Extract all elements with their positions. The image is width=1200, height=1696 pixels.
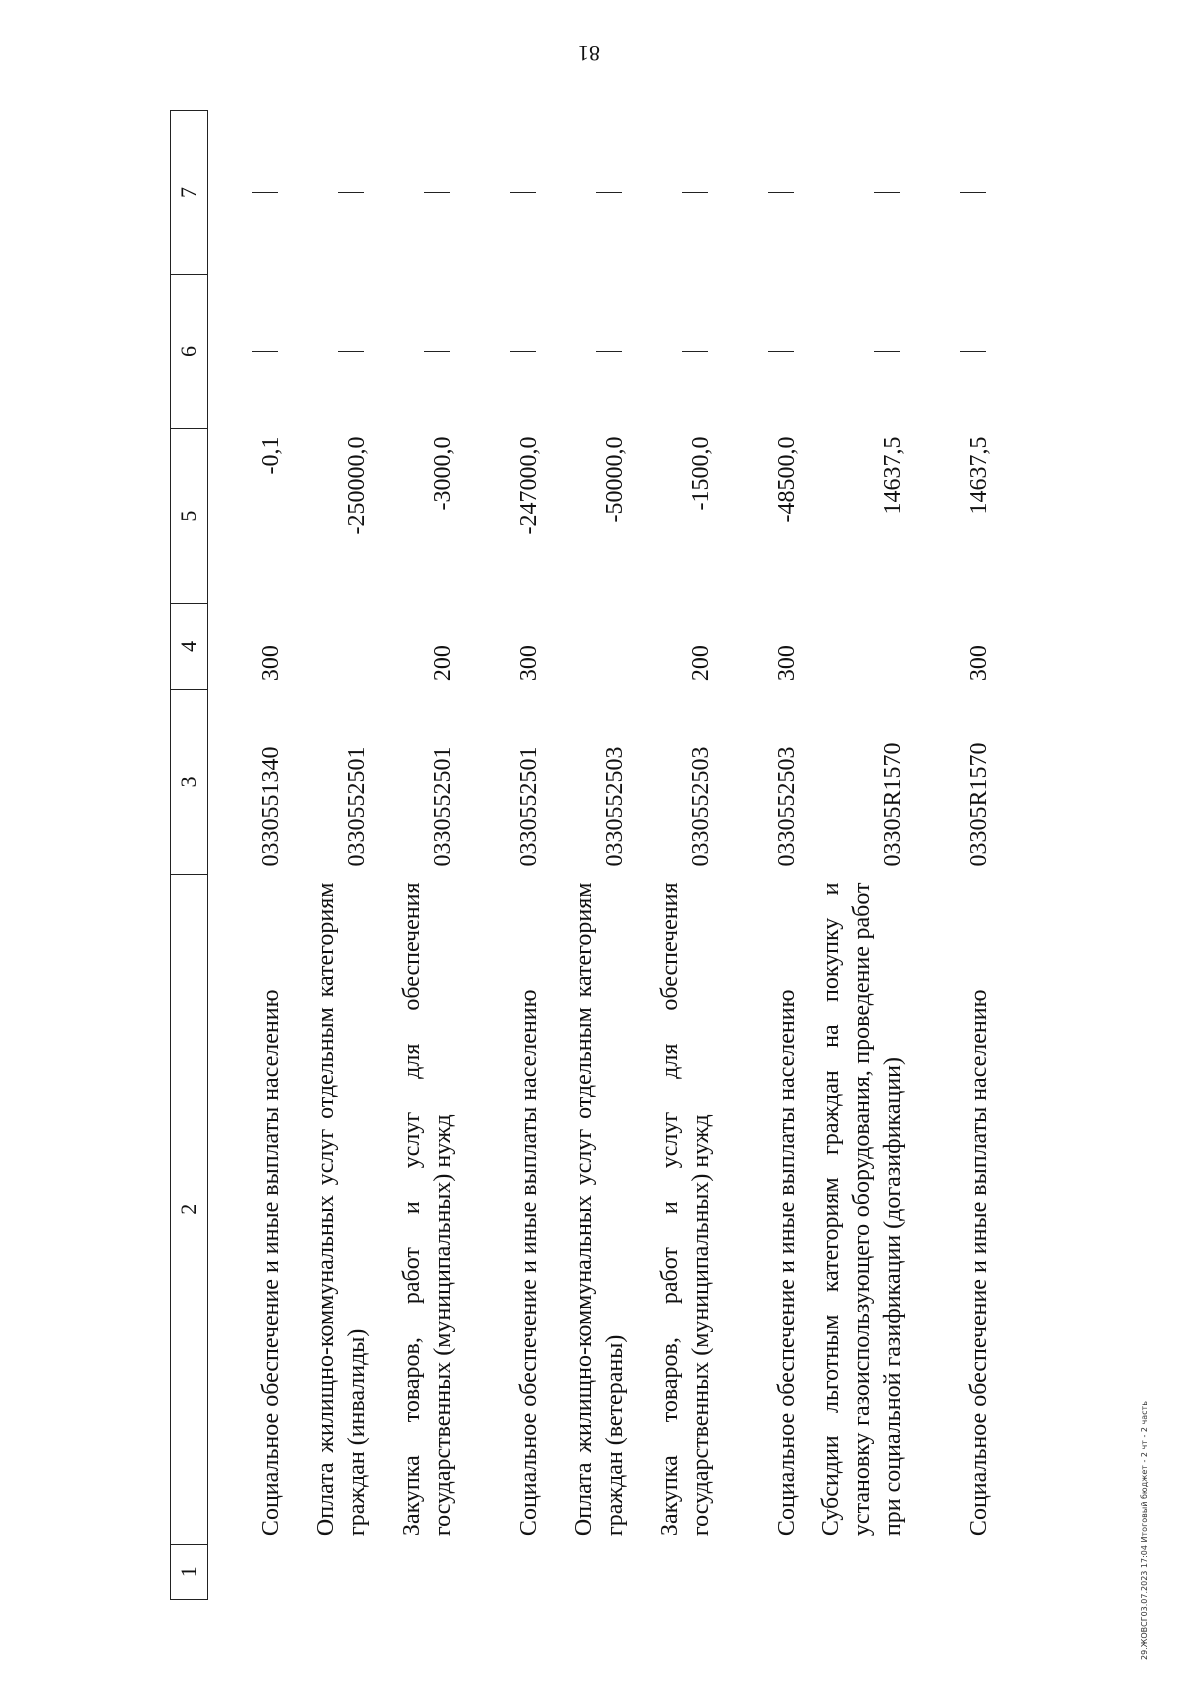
- cell-col1: [724, 1544, 810, 1599]
- cell-col1: [552, 1544, 638, 1599]
- table-row: [552, 111, 638, 1600]
- cell-col6: [915, 274, 1001, 428]
- column-header-7: 7: [171, 111, 208, 275]
- cell-col1: [638, 1544, 724, 1599]
- footer-note: 29.ЖОВСГ03.07.2023 17:04 Итоговый бюджет - 2 чт - 2 часть: [1140, 1401, 1149, 1660]
- table-row: [810, 111, 916, 1600]
- cell-col6: [810, 274, 916, 428]
- dash-mark: [510, 351, 536, 353]
- cell-col7: [294, 111, 380, 275]
- table-header-row: [171, 111, 208, 1600]
- column-header-6: 6: [171, 274, 208, 428]
- cell-type: 300: [774, 645, 801, 682]
- cell-name: Оплата жилищно-коммунальных услуг отдельным категориям граждан (инвалиды): [313, 882, 371, 1537]
- cell-name: Социальное обеспечение и иные выплаты населению: [965, 989, 992, 1537]
- cell-col6: [466, 274, 552, 428]
- table-row: [208, 111, 294, 1600]
- cell-name: Социальное обеспечение и иные выплаты населению: [258, 989, 285, 1537]
- dash-mark: [874, 351, 900, 353]
- cell-col7: [466, 111, 552, 275]
- cell-sum: -48500,0: [774, 436, 801, 523]
- cell-sum: -3000,0: [430, 436, 457, 511]
- column-header-4: 4: [171, 604, 208, 690]
- table-row: [380, 111, 466, 1600]
- cell-sum: -1500,0: [688, 436, 715, 511]
- dash-mark: [682, 192, 708, 194]
- cell-type: [810, 604, 916, 690]
- cell-code: 0330552503: [602, 746, 629, 867]
- cell-col6: [724, 274, 810, 428]
- dash-mark: [252, 192, 278, 194]
- cell-col1: [208, 1544, 294, 1599]
- table-row: [294, 111, 380, 1600]
- dash-mark: [960, 192, 986, 194]
- cell-type: [294, 604, 380, 690]
- cell-col7: [208, 111, 294, 275]
- cell-code: 0330552501: [430, 746, 457, 867]
- cell-type: 200: [430, 645, 457, 682]
- cell-col1: [466, 1544, 552, 1599]
- cell-type: [552, 604, 638, 690]
- cell-name: Закупка товаров, работ и услуг для обеспечения государственных (муниципальных) нужд: [399, 882, 457, 1537]
- cell-name: Субсидии льготным категориям граждан на покупку и установку газоиспользующего оборудования, проведение работ при социальной газификации (догазификации): [817, 882, 906, 1537]
- cell-type: 300: [516, 645, 543, 682]
- cell-col1: [915, 1544, 1001, 1599]
- cell-sum: 14637,5: [879, 436, 906, 515]
- dash-mark: [682, 351, 708, 353]
- cell-col1: [380, 1544, 466, 1599]
- table-row: [638, 111, 724, 1600]
- cell-col7: [552, 111, 638, 275]
- dash-mark: [424, 192, 450, 194]
- dash-mark: [424, 351, 450, 353]
- cell-col7: [724, 111, 810, 275]
- cell-code: 0330552501: [516, 746, 543, 867]
- dash-mark: [596, 351, 622, 353]
- cell-code: 0330552503: [774, 746, 801, 867]
- cell-sum: -250000,0: [344, 436, 371, 535]
- cell-col1: [810, 1544, 916, 1599]
- dash-mark: [874, 192, 900, 194]
- cell-name: Закупка товаров, работ и услуг для обеспечения государственных (муниципальных) нужд: [657, 882, 715, 1537]
- cell-col1: [294, 1544, 380, 1599]
- cell-col7: [915, 111, 1001, 275]
- dash-mark: [252, 351, 278, 353]
- cell-sum: -50000,0: [602, 436, 629, 523]
- table-row: [724, 111, 810, 1600]
- cell-col6: [638, 274, 724, 428]
- column-header-3: 3: [171, 689, 208, 874]
- cell-col6: [294, 274, 380, 428]
- cell-code: 0330552501: [344, 746, 371, 867]
- table-row: [915, 111, 1001, 1600]
- cell-type: 300: [258, 645, 285, 682]
- dash-mark: [596, 192, 622, 194]
- cell-type: 200: [688, 645, 715, 682]
- cell-col6: [552, 274, 638, 428]
- cell-col7: [810, 111, 916, 275]
- dash-mark: [338, 192, 364, 194]
- column-header-2: 2: [171, 875, 208, 1545]
- cell-name: Социальное обеспечение и иные выплаты населению: [516, 989, 543, 1537]
- dash-mark: [510, 192, 536, 194]
- dash-mark: [768, 192, 794, 194]
- cell-col7: [380, 111, 466, 275]
- cell-code: 03305R1570: [879, 742, 906, 867]
- cell-col7: [638, 111, 724, 275]
- budget-table: [170, 110, 1001, 1600]
- cell-sum: -0,1: [258, 436, 285, 475]
- column-header-5: 5: [171, 429, 208, 604]
- dash-mark: [768, 351, 794, 353]
- cell-name: Оплата жилищно-коммунальных услуг отдельным категориям граждан (ветераны): [571, 882, 629, 1537]
- budget-table-rotated: [170, 110, 1070, 1600]
- cell-col6: [208, 274, 294, 428]
- cell-code: 03305R1570: [965, 742, 992, 867]
- dash-mark: [960, 351, 986, 353]
- cell-name: Социальное обеспечение и иные выплаты населению: [774, 989, 801, 1537]
- cell-type: 300: [965, 645, 992, 682]
- cell-sum: -247000,0: [516, 436, 543, 535]
- column-header-1: 1: [171, 1544, 208, 1599]
- dash-mark: [338, 351, 364, 353]
- cell-code: 0330552503: [688, 746, 715, 867]
- page-number: 81: [578, 41, 600, 66]
- table-row: [466, 111, 552, 1600]
- cell-col6: [380, 274, 466, 428]
- cell-code: 0330551340: [258, 746, 285, 867]
- cell-sum: 14637,5: [965, 436, 992, 515]
